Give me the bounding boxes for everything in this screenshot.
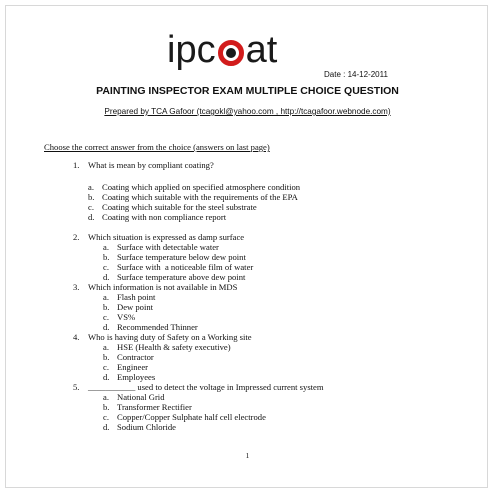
option-letter: c. xyxy=(103,262,109,272)
page-number: 1 xyxy=(245,451,250,460)
option-text: Surface temperature above dew point xyxy=(117,272,246,282)
logo-o-ring-icon xyxy=(218,40,244,66)
logo-text-left: ipc xyxy=(167,29,216,71)
option-text: Surface with a noticeable film of water xyxy=(117,262,254,272)
option-text: Flash point xyxy=(117,292,156,302)
option-text: Coating which suitable for the steel substrate xyxy=(102,202,257,212)
option-letter: d. xyxy=(103,422,110,432)
option-letter: d. xyxy=(88,212,95,222)
option-text: Coating with non compliance report xyxy=(102,212,227,222)
option-letter: b. xyxy=(103,302,110,312)
option-letter: a. xyxy=(103,292,109,302)
question-text: Who is having duty of Safety on a Working site xyxy=(88,332,252,342)
option-letter: d. xyxy=(103,372,110,382)
option-text: Sodium Chloride xyxy=(117,422,176,432)
prepared-by-line: Prepared by TCA Gafoor (tcagokl@yahoo.com , http://tcagafoor.webnode.com) xyxy=(104,107,391,116)
question-text: What is mean by compliant coating? xyxy=(88,160,214,170)
option-text: Coating which suitable with the requirements of the EPA xyxy=(102,192,298,202)
logo-text-right: at xyxy=(245,29,278,71)
option-text: VS% xyxy=(117,312,136,322)
option-letter: d. xyxy=(103,322,110,332)
option-text: HSE (Health & safety executive) xyxy=(117,342,231,352)
question-number: 4. xyxy=(73,332,80,342)
option-letter: a. xyxy=(103,342,109,352)
option-text: Transformer Rectifier xyxy=(117,402,192,412)
question-number: 1. xyxy=(73,160,80,170)
option-letter: b. xyxy=(88,192,95,202)
option-text: Recommended Thinner xyxy=(117,322,198,332)
option-text: Surface with detectable water xyxy=(117,242,219,252)
option-letter: b. xyxy=(103,352,110,362)
ipcoat-logo xyxy=(167,30,277,70)
question-text: Which situation is expressed as damp surface xyxy=(88,232,245,242)
option-letter: c. xyxy=(103,412,109,422)
option-letter: b. xyxy=(103,252,110,262)
question-number: 5. xyxy=(73,382,80,392)
option-text: National Grid xyxy=(117,392,165,402)
document-title: PAINTING INSPECTOR EXAM MULTIPLE CHOICE QUESTION xyxy=(96,85,399,97)
document-date: Date : 14-12-2011 xyxy=(324,70,388,79)
option-letter: c. xyxy=(88,202,94,212)
option-letter: c. xyxy=(103,362,109,372)
question-text: ___________ used to detect the voltage in Impressed current system xyxy=(88,382,324,392)
option-text: Employees xyxy=(117,372,156,382)
instruction-text: Choose the correct answer from the choice (answers on last page) xyxy=(44,142,270,152)
question-text: Which information is not available in MDS xyxy=(88,282,238,292)
option-letter: a. xyxy=(103,242,109,252)
option-letter: d. xyxy=(103,272,110,282)
option-letter: b. xyxy=(103,402,110,412)
option-letter: a. xyxy=(88,182,94,192)
option-text: Surface temperature below dew point xyxy=(117,252,246,262)
option-letter: a. xyxy=(103,392,109,402)
option-text: Dew point xyxy=(117,302,154,312)
question-number: 2. xyxy=(73,232,80,242)
option-letter: c. xyxy=(103,312,109,322)
option-text: Engineer xyxy=(117,362,149,372)
option-text: Coating which applied on specified atmosphere condition xyxy=(102,182,301,192)
option-text: Copper/Copper Sulphate half cell electrode xyxy=(117,412,266,422)
option-text: Contractor xyxy=(117,352,154,362)
question-number: 3. xyxy=(73,282,80,292)
